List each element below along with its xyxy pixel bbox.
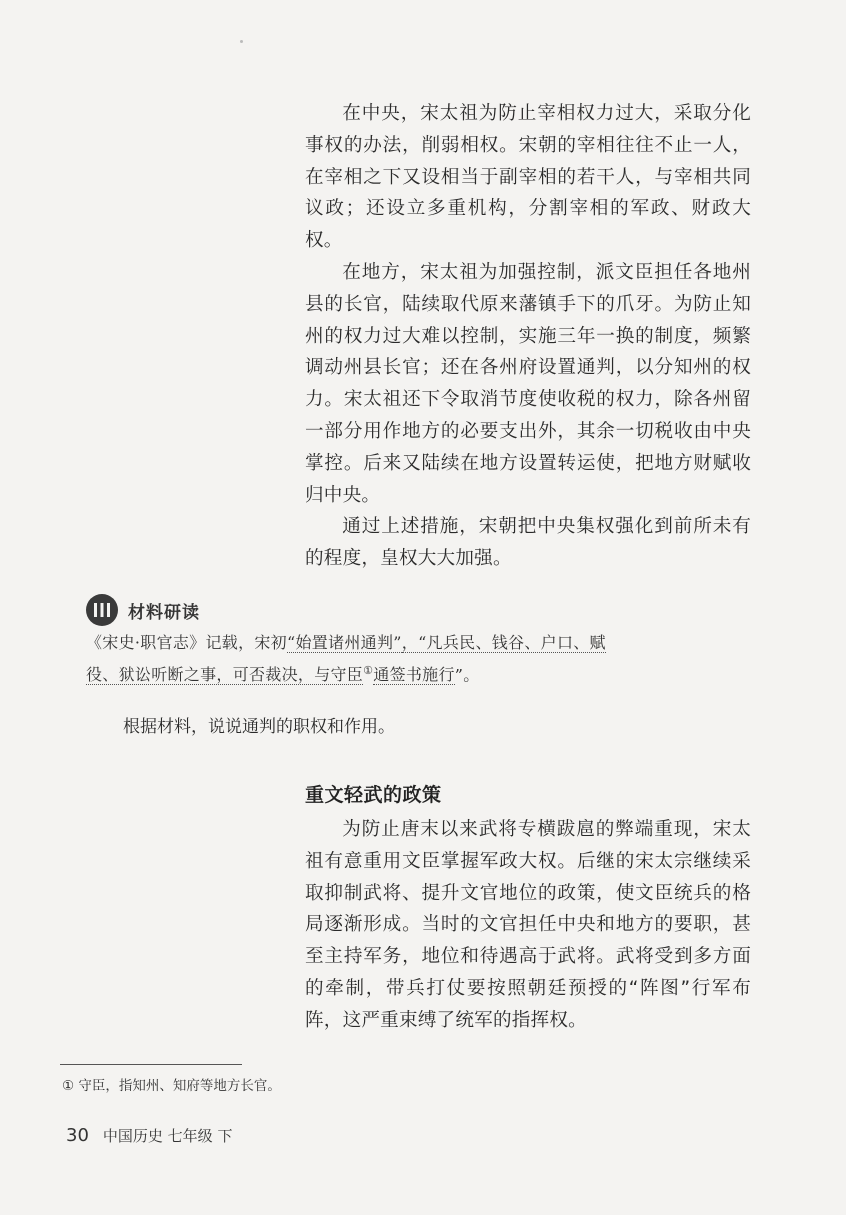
paper-speck — [240, 40, 243, 43]
discussion-question: 根据材料，说说通判的职权和作用。 — [123, 717, 395, 737]
section-body — [305, 814, 751, 1037]
main-text — [305, 98, 751, 575]
section-heading: 重文轻武的政策 — [305, 784, 442, 806]
excerpt-part: 《宋史·职官志》记载，宋初 — [86, 633, 287, 652]
paragraph-conclusion: 通过上述措施，宋朝把中央集权强化到前所未有的程度，皇权大大加强。 — [305, 516, 751, 570]
footnote-divider — [60, 1064, 242, 1065]
page-footer — [66, 1125, 232, 1146]
paragraph-civil-over-military: 为防止唐末以来武将专横跋扈的弊端重现，宋太祖有意重用文臣掌握军政大权。后继的宋太宗继续采取抑制武将、提升文官地位的政策，使文臣统兵的格局逐渐形成。当时的文官担任中央和地方的要职，甚至主持军务，地位和待遇高于武将。武将受到多方面的牵制，带兵打仗要按照朝廷预授的“阵图”行军布阵，这严重束缚了统军的指挥权。 — [305, 819, 751, 1031]
book-title: 中国历史 七年级 下 — [102, 1127, 233, 1145]
page-number: 30 — [66, 1125, 89, 1146]
footnote-marker: ① — [363, 664, 374, 677]
footnote: ① 守臣，指知州、知府等地方长官。 — [62, 1078, 281, 1094]
excerpt-quote: “始置诸州通判” — [287, 633, 402, 652]
paragraph-central: 在中央，宋太祖为防止宰相权力过大，采取分化事权的办法，削弱相权。宋朝的宰相往往不止一人，在宰相之下又设相当于副宰相的若干人，与宰相共同议政；还设立多重机构，分割宰相的军政、财政大权。 — [305, 103, 751, 252]
paragraph-local: 在地方，宋太祖为加强控制，派文臣担任各地州县的长官，陆续取代原来藩镇手下的爪牙。为防止知州的权力过大难以控制，实施三年一换的制度，频繁调动州县长官；还在各州府设置通判，以分知州的权力。宋太祖还下令取消节度使收税的权力，除各州留一部分用作地方的必要支出外，其余一切税收由中央掌控。后来又陆续在地方设置转运使，把地方财赋收归中央。 — [305, 261, 751, 506]
reading-header — [86, 593, 606, 627]
reading-icon — [86, 594, 118, 626]
reading-title: 材料研读 — [128, 602, 200, 623]
reading-excerpt — [86, 629, 606, 689]
excerpt-quote: 通签书施行 — [373, 665, 455, 685]
excerpt-part: ”。 — [454, 665, 480, 685]
excerpt-part: ，“凡兵民、钱谷、户口、赋役、狱讼听断之事，可否裁决，与守臣 — [86, 633, 606, 685]
material-reading-box — [86, 593, 606, 689]
